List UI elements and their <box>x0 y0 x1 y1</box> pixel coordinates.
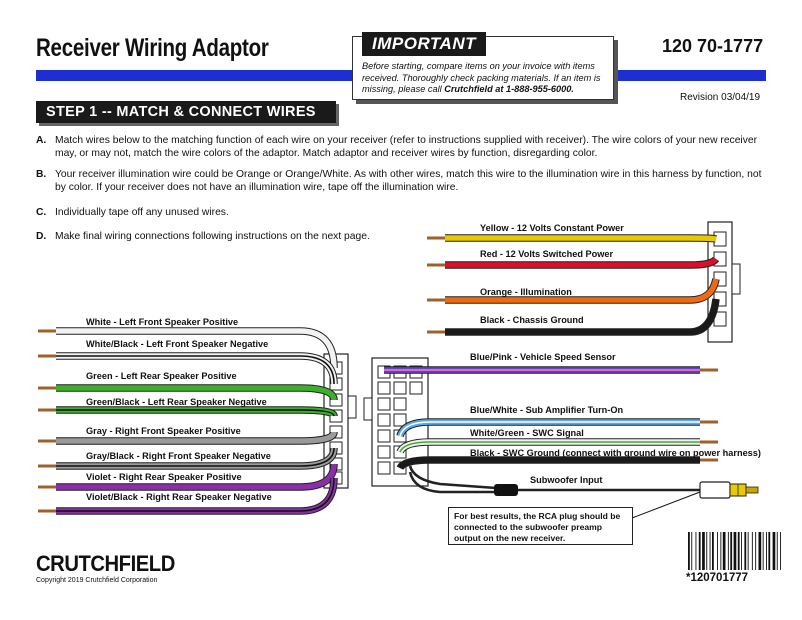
instruction-text: Individually tape off any unused wires. <box>55 207 229 218</box>
wire-label: Gray/Black - Right Front Speaker Negative <box>86 451 271 461</box>
wire-label: Violet - Right Rear Speaker Positive <box>86 472 242 482</box>
copper-tip <box>38 486 56 489</box>
rca-plug <box>700 482 758 498</box>
wire-label: Gray - Right Front Speaker Positive <box>86 426 241 436</box>
instruction-letter: C. <box>36 207 47 218</box>
speaker-wire-3 <box>38 409 334 417</box>
crutchfield-logo: CRUTCHFIELD <box>36 551 175 576</box>
barcode-number: *120701777 <box>686 572 749 584</box>
power-wire-0 <box>427 237 716 240</box>
copper-tip <box>38 440 56 443</box>
copper-tip <box>700 459 718 462</box>
wire-label: Yellow - 12 Volts Constant Power <box>480 223 624 233</box>
accessory-wire-0 <box>384 369 718 372</box>
rca-note: For best results, the RCA plug should be connected to the subwoofer preamp output on the new receiver. <box>448 507 633 545</box>
wire-label: Green - Left Rear Speaker Positive <box>86 371 237 381</box>
copper-tip <box>38 510 56 513</box>
copper-tip <box>700 421 718 424</box>
wire-label: Black - SWC Ground (connect with ground wire on power harness) <box>470 448 761 458</box>
copyright: Copyright 2019 Crutchfield Corporation <box>36 577 158 584</box>
instruction-letter: D. <box>36 231 47 242</box>
copper-tip <box>427 237 445 240</box>
copper-tip <box>38 387 56 390</box>
copper-tip <box>427 331 445 334</box>
wire-label: Green/Black - Left Rear Speaker Negative <box>86 397 267 407</box>
wire-label: Black - Chassis Ground <box>480 315 584 325</box>
copper-tip <box>38 465 56 468</box>
copper-tip <box>427 264 445 267</box>
part-number: 120 70-1777 <box>662 36 764 56</box>
important-heading: IMPORTANT <box>362 32 486 56</box>
wire-splice <box>494 484 518 496</box>
wire-label: Blue/White - Sub Amplifier Turn-On <box>470 405 624 415</box>
wire-label: Violet/Black - Right Rear Speaker Negative <box>86 492 272 502</box>
copper-tip <box>427 299 445 302</box>
wire-label: Blue/Pink - Vehicle Speed Sensor <box>470 352 616 362</box>
wire-label: White/Black - Left Front Speaker Negative <box>86 339 269 349</box>
power-wire-1 <box>427 259 716 267</box>
instruction-text: Match wires below to the matching function of each wire on your receiver (refer to instructions supplied with receiver). The wire colors of your new receiver may, or may not, match the wire colors of the adaptor. Match adaptor and receiver wires by function, disregarding color. <box>55 135 758 159</box>
wire-label: White - Left Front Speaker Positive <box>86 317 239 327</box>
copper-tip <box>700 441 718 444</box>
copper-tip <box>38 330 56 333</box>
instruction-text: Make final wiring connections following instructions on the next page. <box>55 231 370 242</box>
instruction-letter: A. <box>36 135 47 146</box>
instruction-text: Your receiver illumination wire could be Orange or Orange/White. As with other wires, match this wire to the illumination wire in this harness by function, not by color. If your receiver does not have an illumination wire, tape off the illumination wire. <box>55 169 762 193</box>
revision-date: Revision 03/04/19 <box>680 92 761 103</box>
accessory-wire-3 <box>400 459 718 469</box>
wire-label: Orange - Illumination <box>480 287 572 297</box>
copper-tip <box>700 369 718 372</box>
copper-tip <box>38 355 56 358</box>
callout-line <box>632 492 700 518</box>
important-phone: Crutchfield at 1-888-955-6000. <box>444 84 574 94</box>
barcode <box>688 532 781 570</box>
instruction-letter: B. <box>36 169 47 180</box>
wire-label: White/Green - SWC Signal <box>470 428 584 438</box>
wire-label: Subwoofer Input <box>530 475 603 485</box>
page-title: Receiver Wiring Adaptor <box>36 34 269 62</box>
wire-label: Red - 12 Volts Switched Power <box>480 249 614 259</box>
copper-tip <box>38 409 56 412</box>
step-heading: STEP 1 -- MATCH & CONNECT WIRES <box>36 101 336 123</box>
important-body: Before starting, compare items on your invoice with items received. Thoroughly check packing materials. If an item is missing, please call <box>362 61 601 94</box>
